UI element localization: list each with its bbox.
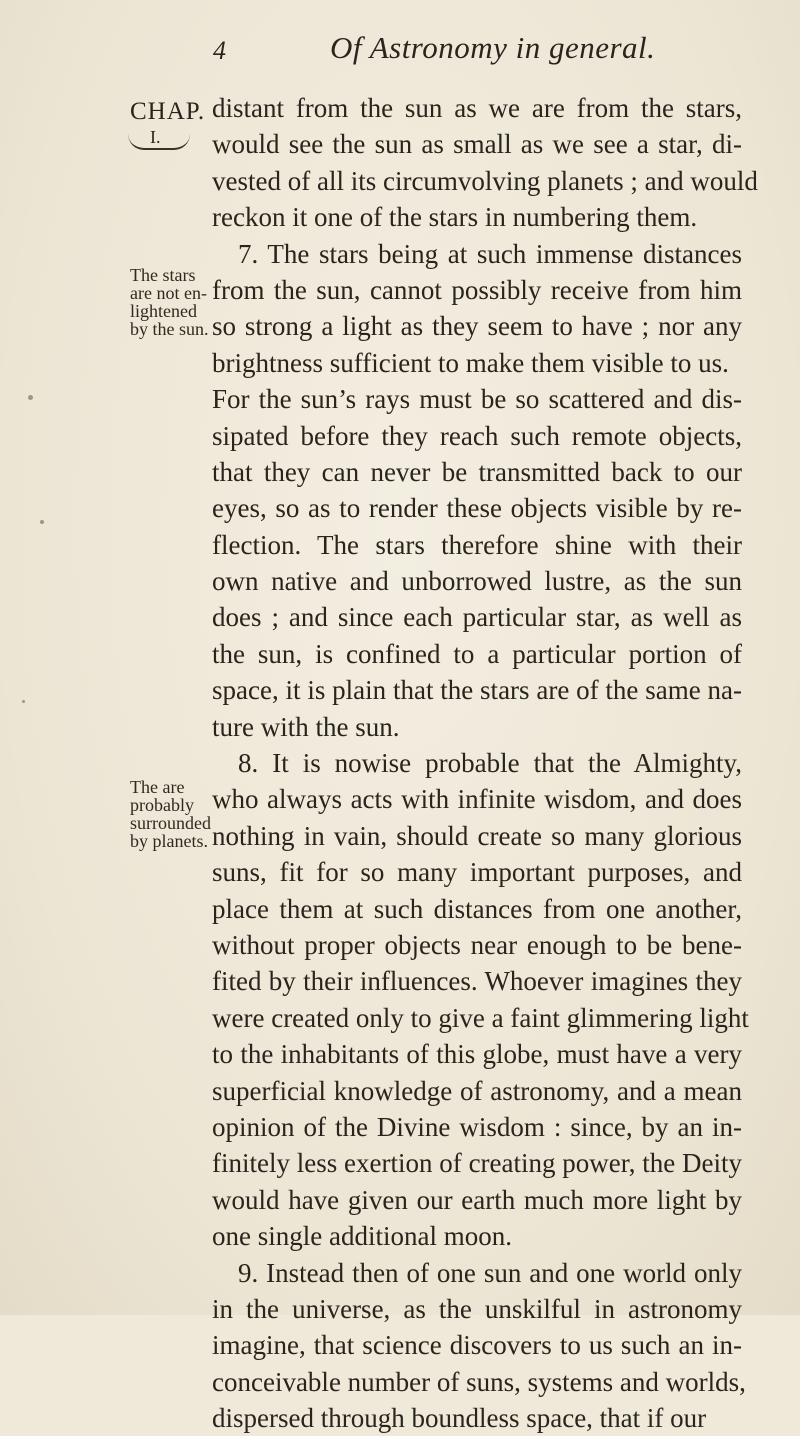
text-line: imagine, that science discovers to us such an in- [212,1330,742,1361]
text-line: the sun, is confined to a particular portion of [212,638,742,669]
margin-note-line: probably [130,795,194,815]
text-line: own native and unborrowed lustre, as the sun [212,566,742,597]
text-line: to the inhabitants of this globe, must have a very [212,1039,742,1070]
text-line: that they can never be transmitted back to our [212,456,742,487]
text-line: vested of all its circumvolving planets ; and would [212,165,758,196]
text-line: so strong a light as they seem to have ; nor any [212,311,742,342]
paper-speck [40,520,44,524]
text-line: dispersed through boundless space, that if our [212,1403,707,1434]
margin-note-line: surrounded [130,813,211,833]
text-line: eyes, so as to render these objects visible by re- [212,493,742,524]
text-line: fited by their influences. Whoever imagines they [212,966,742,997]
text-line: would see the sun as small as we see a star, di- [212,129,742,160]
page-number: 4 [213,36,226,65]
chapter-number: I. [150,127,161,147]
text-line: 8. It is nowise probable that the Almighty, [238,748,742,779]
text-line: place them at such distances from one another, [212,893,742,924]
text-line: without proper objects near enough to be bene- [212,929,742,960]
chapter-label: CHAP. [130,98,206,125]
text-line: sipated before they reach such remote objects, [212,420,742,451]
text-line: suns, fit for so many important purposes, and [212,857,742,888]
text-line: reckon it one of the stars in numbering them. [212,202,698,233]
text-line: finitely less exertion of creating power, the Deity [212,1148,742,1179]
text-line: one single additional moon. [212,1221,512,1252]
paper-speck [28,395,33,400]
text-line: space, it is plain that the stars are of the same na- [212,675,742,706]
margin-note-line: by planets. [130,831,208,851]
text-line: flection. The stars therefore shine with their [212,529,742,560]
text-line: conceivable number of suns, systems and worlds, [212,1366,746,1397]
text-line: superficial knowledge of astronomy, and a mean [212,1075,742,1106]
text-line: were created only to give a faint glimmering light [212,1002,749,1033]
text-line: nothing in vain, should create so many glorious [212,820,742,851]
margin-note-line: by the sun. [130,319,209,339]
text-line: who always acts with infinite wisdom, and does [212,784,742,815]
margin-note-line: The are [130,777,185,797]
text-line: from the sun, cannot possibly receive from him [212,274,742,305]
page-header [0,30,800,70]
text-line: opinion of the Divine wisdom : since, by an in- [212,1111,742,1142]
margin-note-line: The stars [130,265,196,285]
text-line: ture with the sun. [212,711,400,742]
margin-note-stars [130,266,209,338]
text-line: distant from the sun as we are from the stars, [212,93,742,123]
text-line: in the universe, as the unskilful in astronomy [212,1293,742,1324]
margin-note-line: are not en- [130,283,207,303]
text-line: does ; and since each particular star, as well as [212,602,742,633]
text-line: 9. Instead then of one sun and one world only [238,1257,742,1288]
margin-note-planets [130,778,211,850]
text-line: would have given our earth much more light by [212,1184,742,1215]
paper-speck [22,700,25,703]
text-line: brightness sufficient to make them visible to us. [212,347,729,378]
text-line: For the sun’s rays must be so scattered and dis- [212,384,742,415]
margin-note-line: lightened [130,301,197,321]
chapter-brace [128,134,190,150]
text-line: 7. The stars being at such immense distances [238,238,742,269]
body-text [212,90,758,1436]
running-title: Of Astronomy in general. [330,30,656,65]
